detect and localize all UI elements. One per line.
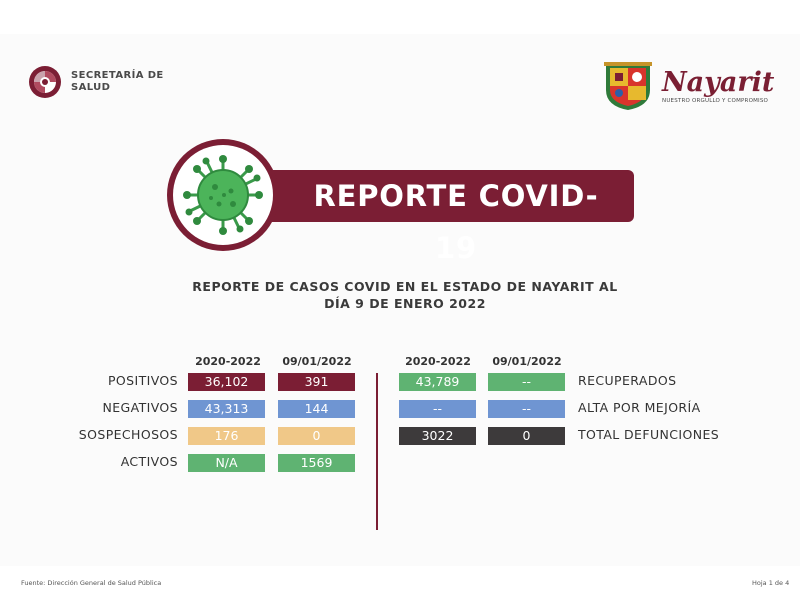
report-slide [0,34,800,587]
footer-page: Hoja 1 de 4 [752,579,790,587]
activos-total: N/A [188,454,265,472]
row-label-recuperados: RECUPERADOS [578,373,677,388]
left-col-header-date: 09/01/2022 [282,355,352,368]
sospechosos-total: 176 [188,427,265,445]
positivos-day: 391 [278,373,355,391]
nayarit-wordmark: Nayarit [662,66,775,98]
ssa-emblem-icon [28,65,62,99]
defunciones-day: 0 [488,427,565,445]
table-divider [376,373,378,530]
nayarit-logo [602,60,774,112]
alta-mejoria-total: -- [399,400,476,418]
recuperados-total: 43,789 [399,373,476,391]
right-col-header-date: 09/01/2022 [492,355,562,368]
row-label-negativos: NEGATIVOS [102,400,178,415]
footer-source: Fuente: Dirección General de Salud Pública [21,579,162,587]
virus-badge [167,139,279,251]
report-subtitle [190,278,620,312]
nayarit-motto: NUESTRO ORGULLO Y COMPROMISO [662,97,769,104]
negativos-day: 144 [278,400,355,418]
row-label-positivos: POSITIVOS [107,373,178,388]
left-col-header-period: 2020-2022 [195,355,261,368]
title-banner [240,170,634,265]
ssa-line2: SALUD [71,82,111,93]
recuperados-day: -- [488,373,565,391]
activos-day: 1569 [278,454,355,472]
row-label-defunciones: TOTAL DEFUNCIONES [578,427,720,442]
row-label-activos: ACTIVOS [120,454,178,469]
sospechosos-day: 0 [278,427,355,445]
defunciones-total: 3022 [399,427,476,445]
ssa-text [71,70,164,94]
banner-title: REPORTE COVID-19 [313,179,599,265]
coronavirus-icon [173,145,273,245]
nayarit-coat-of-arms-icon [602,60,654,112]
ssa-line1: SECRETARÍA DE [71,70,164,81]
subtitle-line2: DÍA 9 DE ENERO 2022 [324,296,486,311]
negativos-total: 43,313 [188,400,265,418]
secretaria-salud-logo [28,65,164,99]
positivos-total: 36,102 [188,373,265,391]
row-label-alta-mejoria: ALTA POR MEJORÍA [578,400,701,415]
right-col-header-period: 2020-2022 [405,355,471,368]
alta-mejoria-day: -- [488,400,565,418]
subtitle-line1: REPORTE DE CASOS COVID EN EL ESTADO DE NAYARIT AL [192,279,618,294]
row-label-sospechosos: SOSPECHOSOS [78,427,178,442]
